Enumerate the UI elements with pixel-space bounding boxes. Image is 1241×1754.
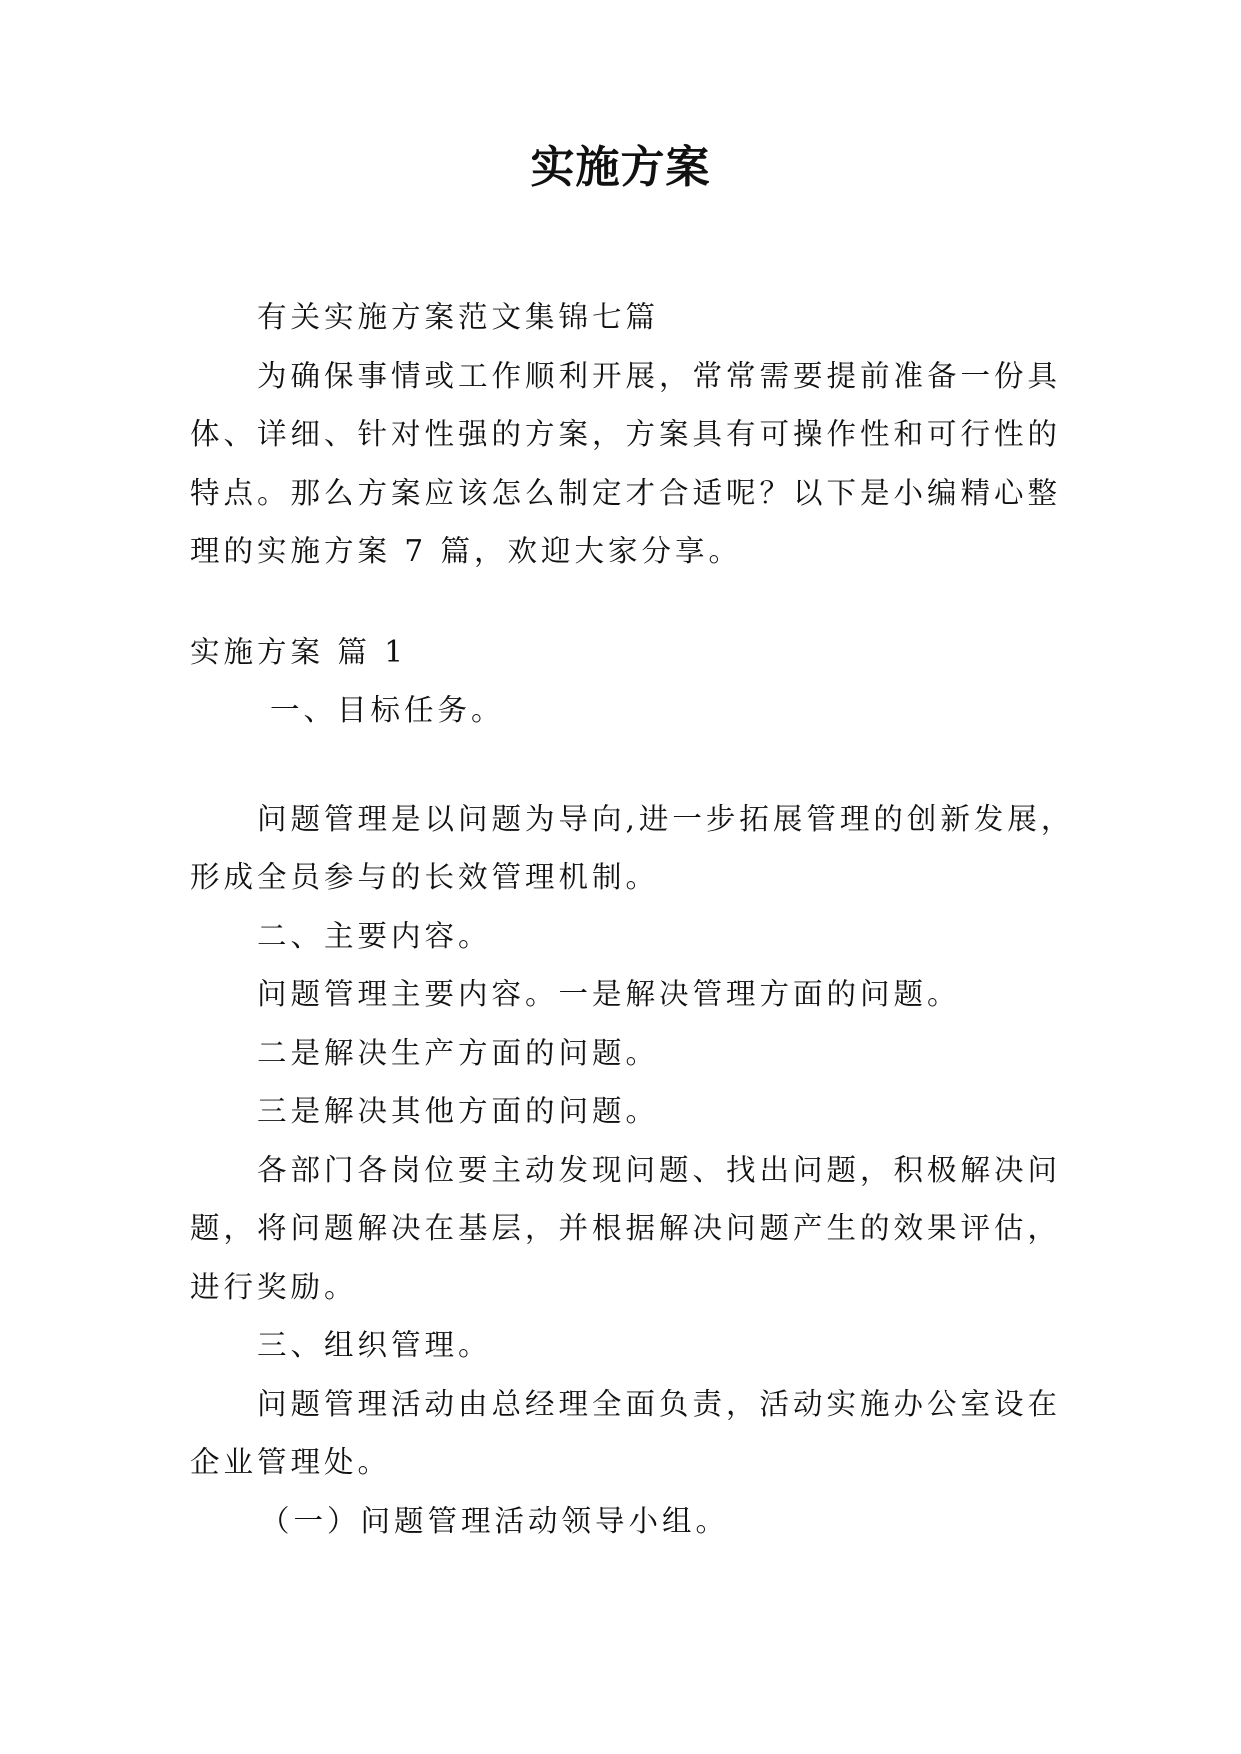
section-heading: 实施方案 篇 1 — [190, 634, 408, 669]
intro-line-4: 理的实施方案 7 篇，欢迎大家分享。 — [190, 534, 743, 568]
paragraph-line: 问题管理主要内容。一是解决管理方面的问题。 — [257, 977, 961, 1011]
document-title: 实施方案 — [530, 142, 711, 193]
intro-line-1: 为确保事情或工作顺利开展，常常需要提前准备一份具 — [257, 358, 1062, 393]
paragraph-line: 进行奖励。 — [190, 1269, 358, 1304]
intro-line-3: 特点。那么方案应该怎么制定才合适呢？以下是小编精心整 — [190, 475, 1062, 510]
paragraph-line: 三是解决其他方面的问题。 — [257, 1094, 660, 1128]
spacer — [190, 581, 1070, 623]
spacer — [190, 740, 1070, 790]
paragraph-line: 二是解决生产方面的问题。 — [257, 1035, 660, 1070]
intro-heading: 有关实施方案范文集锦七篇 — [257, 300, 660, 334]
paragraph-line: 问题管理是以问题为导向,进一步拓展管理的创新发展， — [257, 801, 1075, 836]
paragraph-line: 各部门各岗位要主动发现问题、找出问题，积极解决问 — [257, 1152, 1062, 1187]
document-body — [190, 288, 1075, 1550]
item-heading-3: 三、组织管理。 — [257, 1328, 492, 1362]
subitem-heading: （一）问题管理活动领导小组。 — [260, 1503, 730, 1538]
paragraph-line: 形成全员参与的长效管理机制。 — [190, 860, 660, 894]
paragraph-line: 题，将问题解决在基层，并根据解决问题产生的效果评估， — [190, 1211, 1062, 1245]
paragraph-line: 企业管理处。 — [190, 1445, 392, 1479]
intro-line-2: 体、详细、针对性强的方案，方案具有可操作性和可行性的 — [190, 417, 1062, 451]
item-heading-2: 二、主要内容。 — [257, 918, 492, 953]
paragraph-line: 问题管理活动由总经理全面负责，活动实施办公室设在 — [257, 1386, 1062, 1421]
item-heading-1: 一、目标任务。 — [270, 693, 505, 727]
